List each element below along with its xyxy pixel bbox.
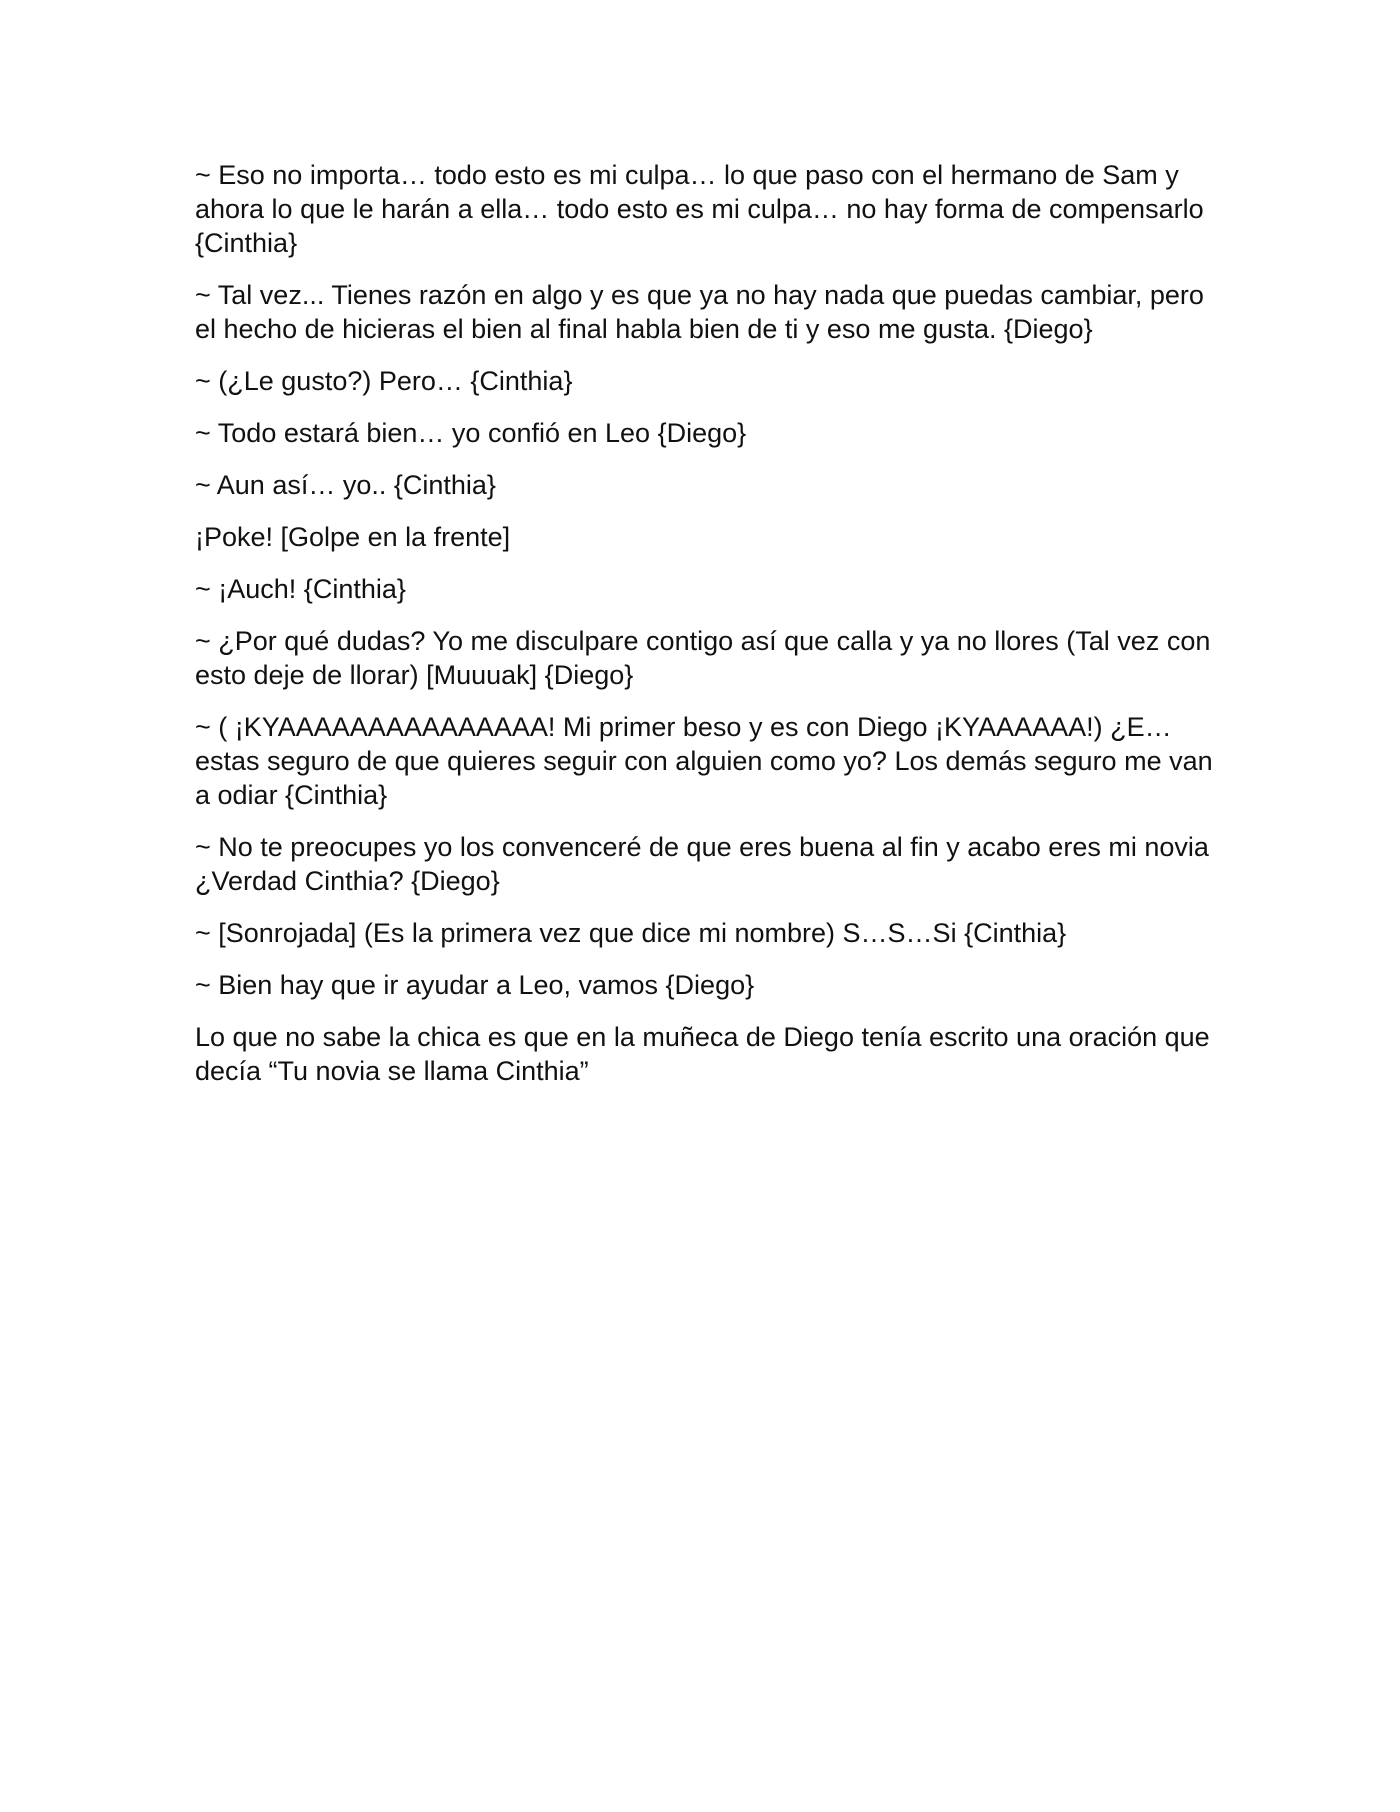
document-page [195,158,1225,1106]
paragraph: ~ ¡Auch! {Cinthia} [195,574,406,604]
paragraph: ~ (¿Le gusto?) Pero… {Cinthia} [195,366,573,396]
paragraph: ~ ( ¡KYAAAAAAAAAAAAAAA! Mi primer beso y es con Diego ¡KYAAAAAA!) ¿E…estas seguro de que quieres seguir con alguien como yo? Los demás seguro me van a odiar {Cinthia} [195,712,1213,810]
paragraph: ~ No te preocupes yo los convenceré de que eres buena al fin y acabo eres mi novia ¿Verdad Cinthia? {Diego} [195,832,1209,896]
paragraph: ~ Tal vez... Tienes razón en algo y es que ya no hay nada que puedas cambiar, pero el hecho de hicieras el bien al final habla bien de ti y eso me gusta. {Diego} [195,280,1204,344]
paragraph: ~ [Sonrojada] (Es la primera vez que dice mi nombre) S…S…Si {Cinthia} [195,918,1067,948]
paragraph: ~ Todo estará bien… yo confió en Leo {Diego} [195,418,747,448]
paragraph: ~ Eso no importa… todo esto es mi culpa… lo que paso con el hermano de Sam y ahora lo que le harán a ella… todo esto es mi culpa… no hay forma de compensarlo {Cinthia} [195,160,1204,258]
paragraph: ~ Aun así… yo.. {Cinthia} [195,470,496,500]
paragraph: ~ ¿Por qué dudas? Yo me disculpare contigo así que calla y ya no llores (Tal vez con esto deje de llorar) [Muuuak] {Diego} [195,626,1211,690]
paragraph: ~ Bien hay que ir ayudar a Leo, vamos {Diego} [195,970,755,1000]
paragraph: Lo que no sabe la chica es que en la muñeca de Diego tenía escrito una oración que decía “Tu novia se llama Cinthia” [195,1022,1210,1086]
paragraph: ¡Poke! [Golpe en la frente] [195,522,511,552]
